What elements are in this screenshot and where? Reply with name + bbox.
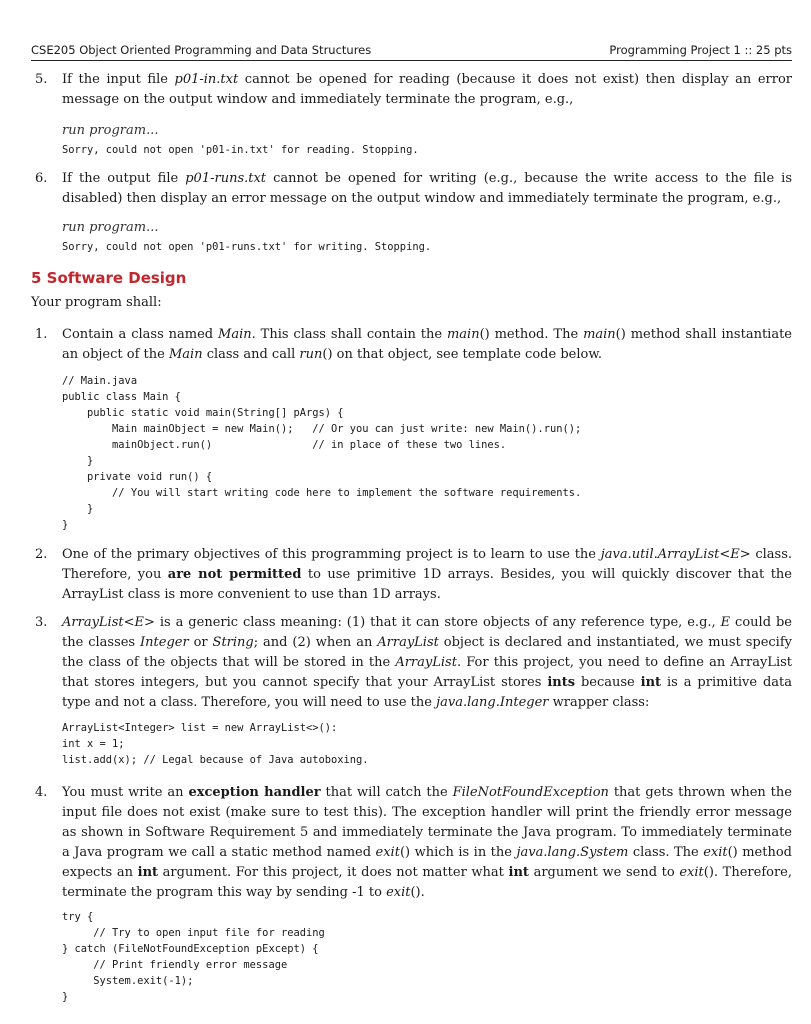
item-number: 6. — [35, 171, 48, 186]
main-template-code — [62, 373, 581, 533]
section-heading: 5 Software Design — [31, 269, 187, 287]
code-block: try { // Try to open input file for reading } catch (FileNotFoundException pExcept) { // Print friendly error message System.exit(-1); } — [62, 911, 325, 1003]
item-number: 5. — [35, 72, 48, 87]
section-intro: Your program shall: — [31, 295, 162, 310]
project-title: Programming Project 1 :: 25 pts — [609, 43, 792, 57]
item-text: ArrayList<E> is a generic class meaning: (1) that it can store objects of any reference type, e.g., E could be the classes Integer or String; and (2) when an ArrayList object is declared and instantiated, we must specify the class of the objects that will be stored in the ArrayList. For this project, you need to define an ArrayList that stores integers, but you cannot specify that your ArrayList stores ints because int is a primitive data type and not a class. Therefore, you will need to use the java.lang.Integer wrapper class: — [62, 615, 792, 710]
example-output-5 — [62, 121, 419, 158]
item-text: One of the primary objectives of this programming project is to learn to use the java.util.ArrayList<E> class. Therefore, you are not permitted to use primitive 1D arrays. Besides, you will quickly discover that the ArrayList class is more convenient to use than 1D arrays. — [62, 547, 793, 602]
design-3 — [35, 613, 792, 713]
error-message-output: Sorry, could not open 'p01-runs.txt' for writing. Stopping. — [62, 241, 432, 253]
design-4 — [35, 783, 792, 903]
item-text: Contain a class named Main. This class shall contain the main() method. The main() method shall instantiate an object of the Main class and call run() on that object, see template code below. — [62, 327, 792, 362]
item-text: If the input file p01-in.txt cannot be opened for reading (because it does not exist) then display an error message on the output window and immediately terminate the program, e.g., — [62, 72, 792, 107]
item-text: You must write an exception handler that will catch the FileNotFoundException that gets thrown when the input file does not exist (make sure to test this). The exception handler will print the friendly error message as shown in Software Requirement 5 and immediately terminate the Java program. To immediately terminate a Java program we call a static method named exit() which is in the java.lang.System class. The exit() method expects an int argument. For this project, it does not matter what int argument we send to exit(). Therefore, terminate the program this way by sending -1 to exit(). — [62, 785, 793, 900]
arraylist-code — [62, 720, 369, 768]
design-2 — [35, 545, 792, 605]
item-number: 3. — [35, 615, 48, 630]
item-number: 4. — [35, 785, 48, 800]
requirement-5 — [35, 70, 792, 110]
try-catch-code — [62, 909, 325, 1005]
item-number: 1. — [35, 327, 48, 342]
code-block: // Main.java public class Main { public static void main(String[] pArgs) { Main mainObject = new Main(); // Or you can just write: new Main().run(); mainObject.run() // in place of these two lines. } private void run() { // You will start writing code here to implement the software requirements. } } — [62, 375, 582, 531]
example-output-6 — [62, 218, 431, 255]
error-message-output: Sorry, could not open 'p01-in.txt' for reading. Stopping. — [62, 144, 419, 156]
item-number: 2. — [35, 547, 48, 562]
code-block: ArrayList<Integer> list = new ArrayList<>(): int x = 1; list.add(x); // Legal because of Java autoboxing. — [62, 722, 369, 766]
run-program-label: run program... — [62, 220, 159, 235]
requirement-6 — [35, 169, 792, 209]
run-program-label: run program... — [62, 123, 159, 138]
course-title: CSE205 Object Oriented Programming and Data Structures — [31, 43, 372, 57]
design-1 — [35, 325, 792, 365]
page-header — [31, 40, 792, 61]
item-text: If the output file p01-runs.txt cannot be opened for writing (e.g., because the write access to the file is disabled) then display an error message on the output window and immediately terminate the program, e.g., — [62, 171, 792, 206]
